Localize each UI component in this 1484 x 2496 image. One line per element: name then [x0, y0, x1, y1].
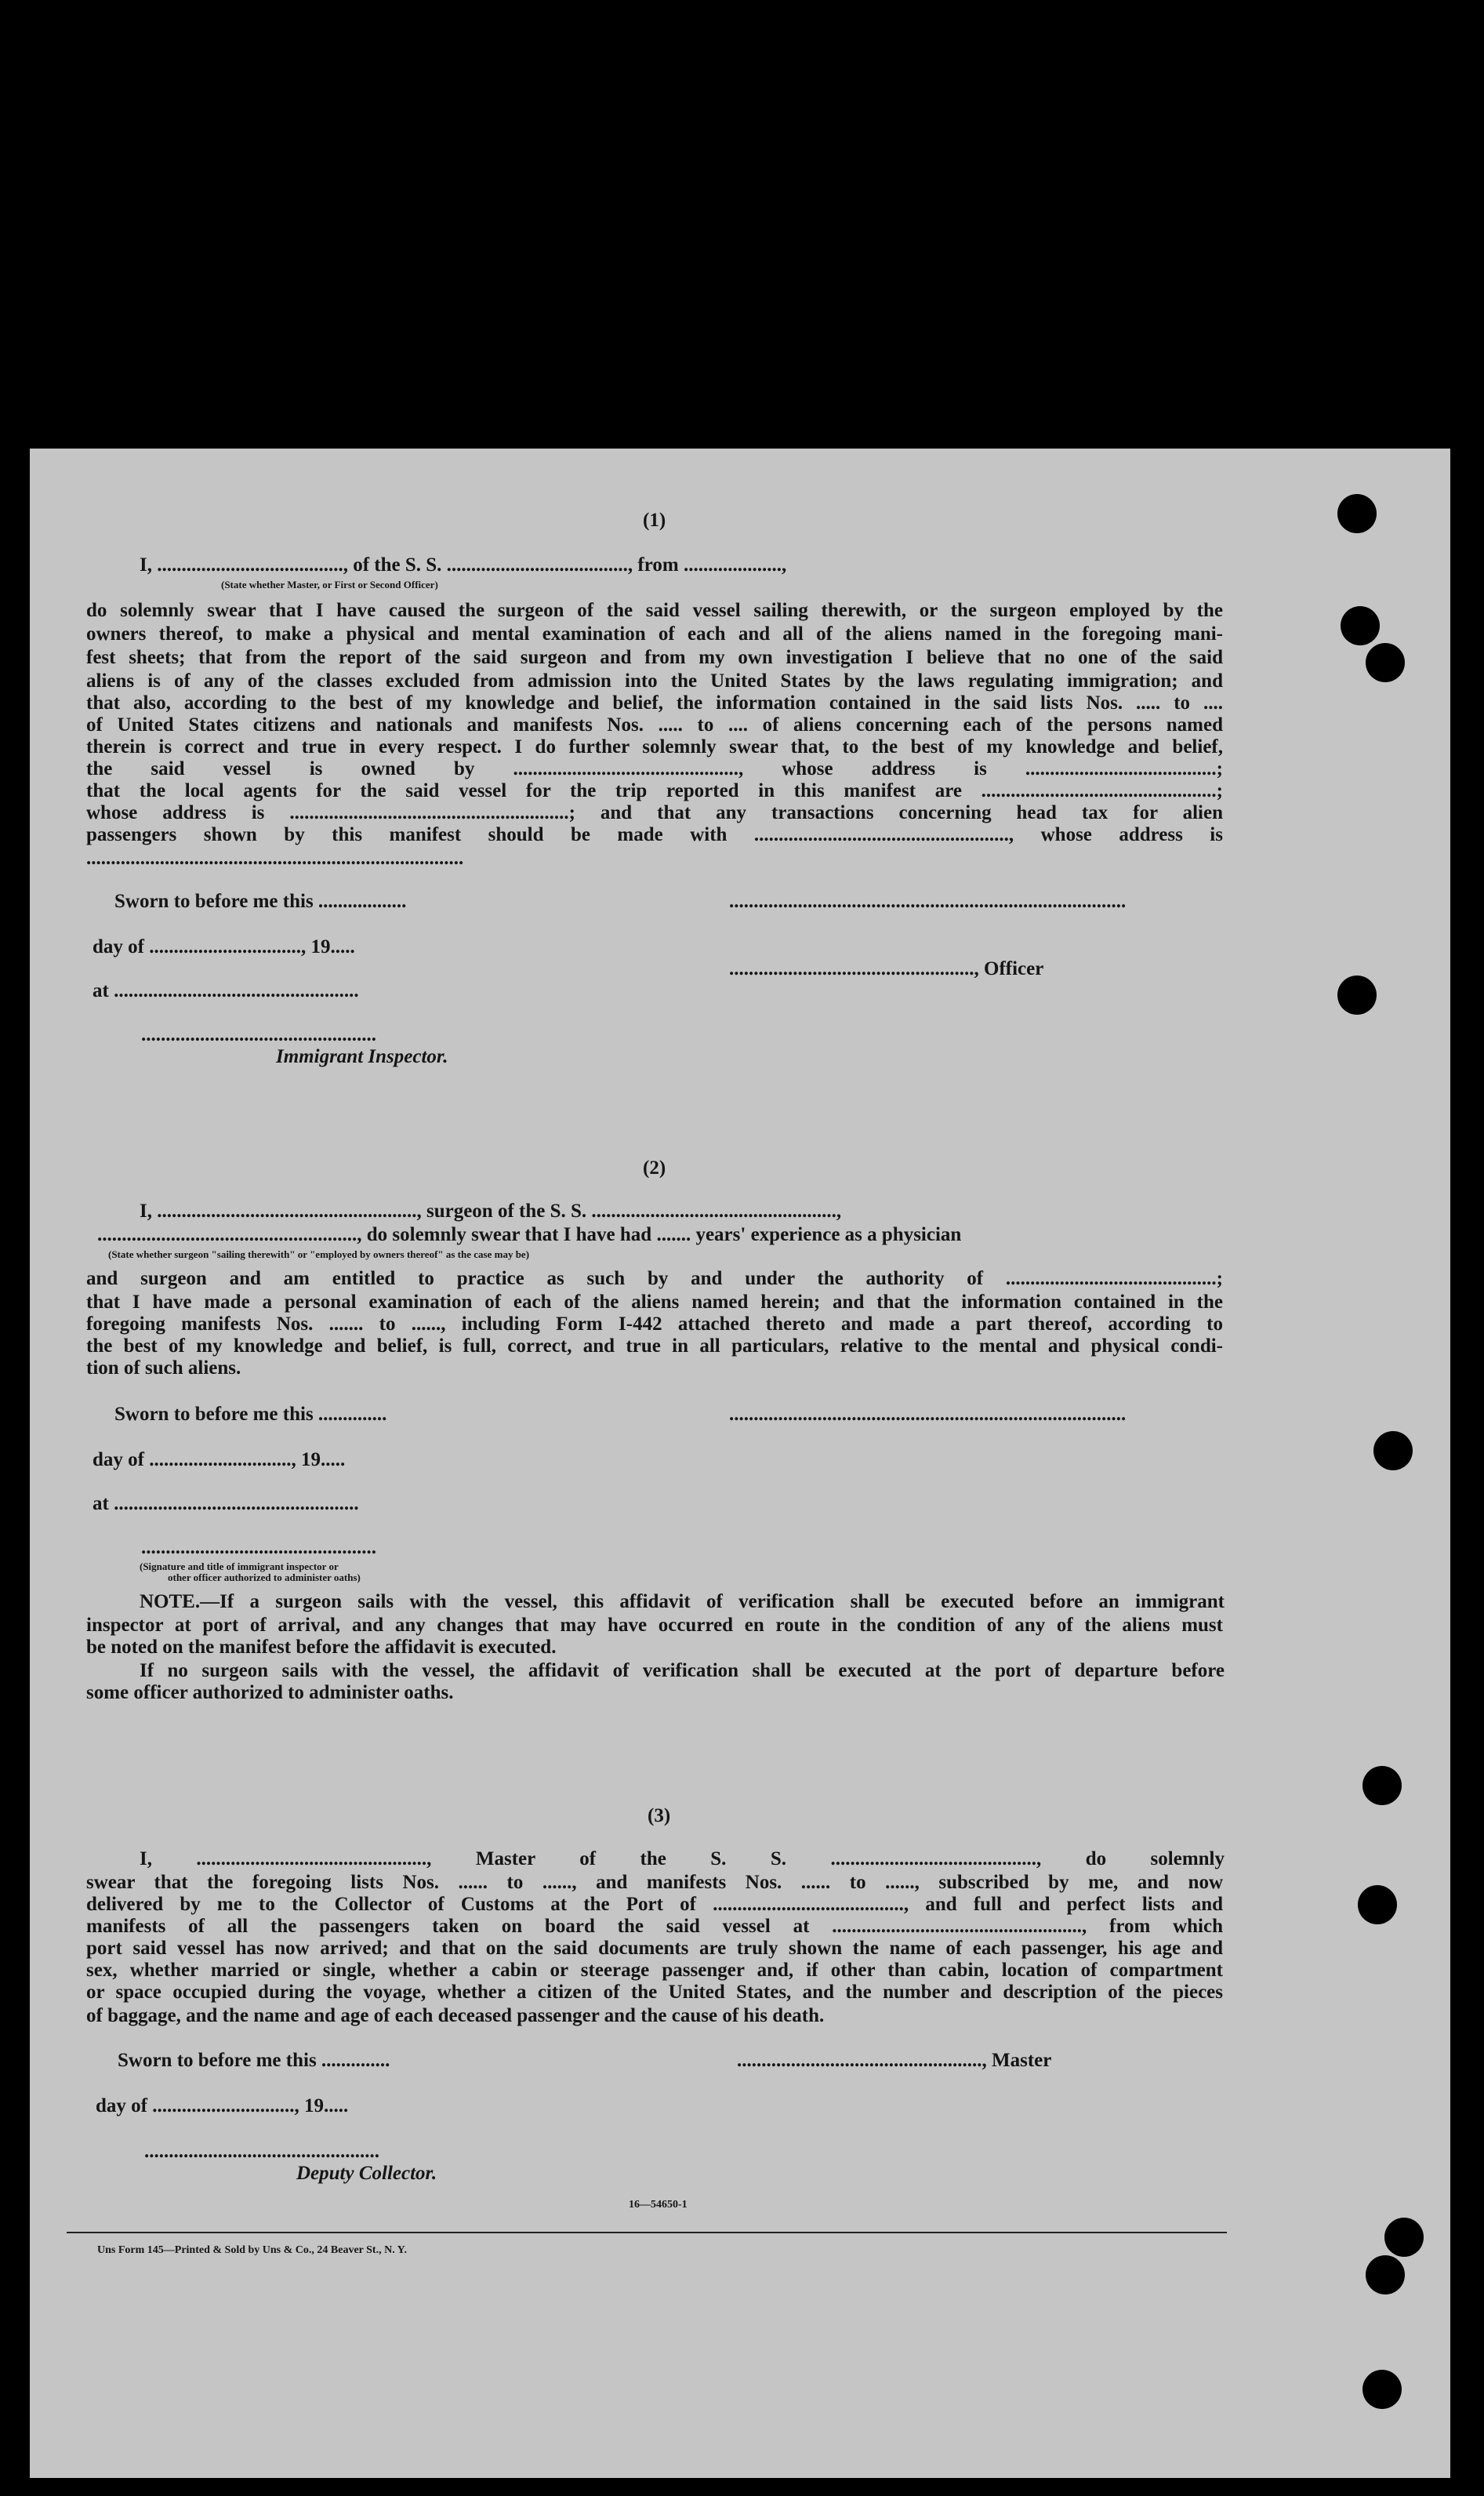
- section-1-officer-dots: .................................................................................: [729, 891, 1127, 912]
- section-1-number: (1): [643, 510, 666, 531]
- section-2-body-line: and surgeon and am entitled to practice as such by and under the authority of ...........................................;: [86, 1268, 1223, 1289]
- punch-hole: [1362, 2370, 1402, 2409]
- punch-hole: [1341, 606, 1380, 645]
- section-2-body-line: tion of such aliens.: [86, 1357, 241, 1379]
- section-1-body-line: whose address is .........................................................; and that any transactions concerning head tax for alien: [86, 802, 1223, 823]
- section-2-body-line: the best of my knowledge and belief, is full, correct, and true in all particulars, relative to the mental and physical condi-: [86, 1335, 1223, 1357]
- section-1-day: day of ..............................., 19.....: [93, 936, 355, 957]
- section-3-body-line: manifests of all the passengers taken on board the said vessel at ..................................................., from which: [86, 1916, 1223, 1937]
- section-1-caption: (State whether Master, or First or Second Officer): [221, 579, 438, 590]
- note-line: be noted on the manifest before the affidavit is executed.: [86, 1637, 557, 1658]
- punch-hole: [1362, 1766, 1402, 1805]
- section-1-body-line: that also, according to the best of my knowledge and belief, the information contained in the said lists Nos. ..... to ....: [86, 692, 1223, 714]
- note-line: If no surgeon sails with the vessel, the affidavit of verification shall be executed at the port of departure before: [140, 1660, 1225, 1681]
- note-line: inspector at port of arrival, and any changes that may have occurred en route in the condition of any of the aliens must: [86, 1615, 1223, 1636]
- section-2-at: at ..................................................: [93, 1493, 359, 1514]
- section-2-body-line: that I have made a personal examination of each of the aliens named herein; and that the information contained in the: [86, 1292, 1223, 1313]
- punch-hole: [1337, 494, 1377, 533]
- section-1-body-line: therein is correct and true in every respect. I do further solemnly swear that, to the best of my knowledge and belief,: [86, 736, 1223, 758]
- section-2-sworn: Sworn to before me this ..............: [114, 1404, 387, 1425]
- section-3-master: .................................................., Master: [737, 2050, 1052, 2071]
- section-1-sworn: Sworn to before me this ..................: [114, 891, 407, 912]
- section-2-signature-caption: other officer authorized to administer oaths): [168, 1571, 361, 1583]
- section-2-caption: (State whether surgeon "sailing therewith" or "employed by owners thereof" as the case may be): [108, 1248, 530, 1260]
- section-1-officer: .................................................., Officer: [729, 958, 1044, 979]
- punch-hole: [1384, 2218, 1424, 2257]
- footer-imprint: Uns Form 145—Printed & Sold by Uns & Co., 24 Beaver St., N. Y.: [97, 2244, 407, 2256]
- section-1-body-line: passengers shown by this manifest should be made with ...................................................., whose address is: [86, 824, 1223, 845]
- section-1-line1: I, ......................................, of the S. S. ....................................., from ....................,: [140, 554, 787, 576]
- section-1-body-line: that the local agents for the said vessel for the trip reported in this manifest are ................................................;: [86, 780, 1223, 801]
- section-3-sworn: Sworn to before me this ..............: [118, 2050, 390, 2071]
- note-line: some officer authorized to administer oaths.: [86, 1682, 454, 1703]
- section-2-right-dots: .................................................................................: [729, 1404, 1127, 1425]
- section-3-body-line: of baggage, and the name and age of each deceased passenger and the cause of his death.: [86, 2005, 825, 2026]
- section-1-body-line: fest sheets; that from the report of the said surgeon and from my own investigation I believe that no one of the said: [86, 647, 1223, 668]
- punch-hole: [1358, 1885, 1397, 1924]
- section-1-at: at ..................................................: [93, 980, 359, 1001]
- section-1-signature-dots: ................................................: [141, 1024, 376, 1045]
- section-1-body-line: of United States citizens and nationals and manifests Nos. ..... to .... of aliens concerning each of the persons named: [86, 714, 1223, 736]
- section-3-number: (3): [648, 1805, 671, 1826]
- section-1-body-line: aliens is of any of the classes excluded from admission into the United States by the laws regulating immigration; and: [86, 670, 1223, 692]
- punch-hole: [1337, 976, 1377, 1015]
- section-3-body-line: delivered by me to the Collector of Customs at the Port of ......................................., and full and perfect lists and: [86, 1894, 1223, 1915]
- section-3-body-line: port said vessel has now arrived; and that on the said documents are truly shown the name of each passenger, his age and: [86, 1938, 1223, 1959]
- section-2-line2: ....................................................., do solemnly swear that I have had ....... years' experience as a physician: [97, 1224, 962, 1245]
- section-3-body-line: I, ..............................................., Master of the S. S. .........................................., do solemnly: [140, 1848, 1225, 1869]
- form-number: 16—54650-1: [629, 2199, 688, 2211]
- punch-hole: [1366, 643, 1405, 682]
- section-2-body-line: foregoing manifests Nos. ....... to ......, including Form I-442 attached thereto and made a part thereof, according to: [86, 1313, 1223, 1335]
- section-2-number: (2): [643, 1157, 666, 1179]
- section-3-body-line: or space occupied during the voyage, whether a citizen of the United States, and the number and description of the pieces: [86, 1982, 1223, 2003]
- section-3-deputy: Deputy Collector.: [296, 2163, 437, 2184]
- note-line: NOTE.—If a surgeon sails with the vessel, this affidavit of verification shall be executed before an immigrant: [140, 1591, 1225, 1612]
- section-3-body-line: swear that the foregoing lists Nos. ...... to ......, and manifests Nos. ...... to ......, subscribed by me, and now: [86, 1872, 1223, 1893]
- section-3-day: day of ............................., 19.....: [96, 2095, 349, 2116]
- footer-rule: [67, 2232, 1227, 2233]
- section-1-body-line: owners thereof, to make a physical and mental examination of each and all of the aliens named in the foregoing mani-: [86, 623, 1223, 645]
- section-1-inspector: Immigrant Inspector.: [276, 1046, 448, 1067]
- section-2-signature-caption: (Signature and title of immigrant inspector or: [140, 1560, 339, 1572]
- section-1-body-line: the said vessel is owned by .............................................., whose address is .......................................;: [86, 758, 1223, 779]
- section-1-body-line: .............................................................................: [86, 848, 464, 869]
- punch-hole: [1373, 1431, 1413, 1470]
- section-2-day: day of ............................., 19.....: [93, 1449, 346, 1470]
- section-3-signature-dots: ................................................: [144, 2141, 379, 2162]
- punch-hole: [1366, 2255, 1405, 2294]
- section-2-signature-dots: ................................................: [141, 1537, 376, 1558]
- section-3-body-line: sex, whether married or single, whether a cabin or steerage passenger and, if other than cabin, location of compartment: [86, 1960, 1223, 1981]
- section-1-body-line: do solemnly swear that I have caused the surgeon of the said vessel sailing therewith, or the surgeon employed by the: [86, 600, 1223, 621]
- section-2-line1: I, ....................................................., surgeon of the S. S. ..................................................,: [140, 1201, 842, 1222]
